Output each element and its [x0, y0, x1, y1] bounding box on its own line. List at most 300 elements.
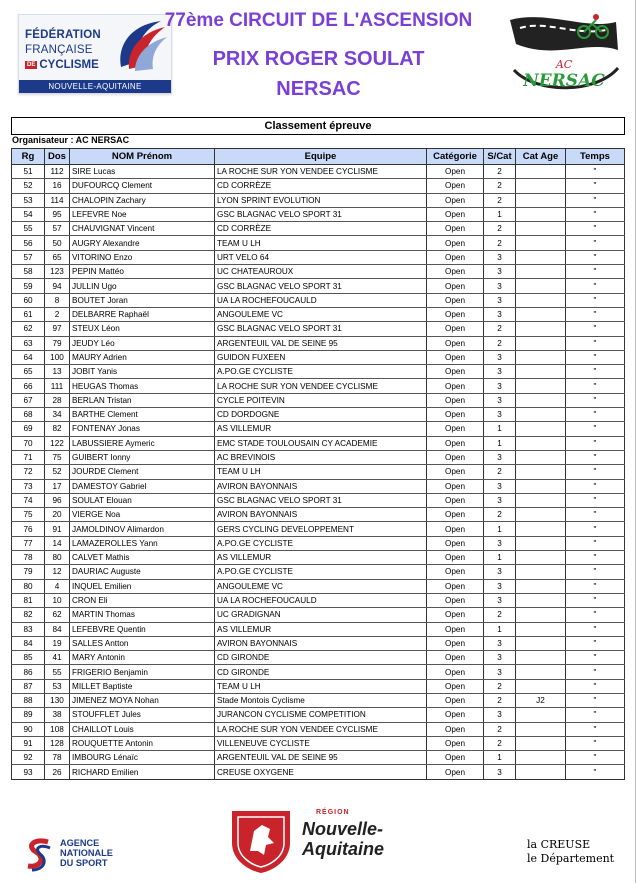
cell-scat: 2	[484, 679, 516, 693]
cell-scat: 3	[484, 479, 516, 493]
cell-dos: 57	[45, 222, 70, 236]
ans-line3: DU SPORT	[60, 858, 108, 868]
cell-nom: FRIGERIO Benjamin	[70, 665, 215, 679]
cell-scat: 3	[484, 493, 516, 507]
cell-equipe: AVIRON BAYONNAIS	[215, 479, 427, 493]
event-prize: PRIX ROGER SOULAT	[212, 48, 425, 70]
table-row	[12, 579, 625, 593]
cell-rg: 62	[12, 322, 45, 336]
cell-scat: 3	[484, 293, 516, 307]
ans-logo	[24, 836, 134, 872]
cell-scat: 1	[484, 422, 516, 436]
section-title: Classement épreuve	[11, 117, 625, 135]
ffc-de: DE	[27, 61, 36, 68]
cell-nom: DUFOURCQ Clement	[70, 179, 215, 193]
table-row	[12, 551, 625, 565]
cell-equipe: LA ROCHE SUR YON VENDEE CYCLISME	[215, 379, 427, 393]
cell-equipe: UC CHATEAUROUX	[215, 265, 427, 279]
cell-scat: 3	[484, 765, 516, 779]
cell-nom: BARTHE Clement	[70, 408, 215, 422]
cell-cat-age	[516, 622, 566, 636]
cell-scat: 3	[484, 565, 516, 579]
cell-cat-age	[516, 579, 566, 593]
cell-equipe: GSC BLAGNAC VELO SPORT 31	[215, 322, 427, 336]
cell-scat: 3	[484, 379, 516, 393]
table-row	[12, 322, 625, 336]
cell-equipe: ANGOULEME VC	[215, 579, 427, 593]
cell-dos: 28	[45, 393, 70, 407]
cell-cat-age	[516, 307, 566, 321]
cell-cat-age	[516, 293, 566, 307]
cell-cat-age	[516, 207, 566, 221]
cell-equipe: CD DORDOGNE	[215, 408, 427, 422]
cell-nom: STOUFFLET Jules	[70, 708, 215, 722]
cell-temps: "	[566, 422, 625, 436]
cell-dos: 19	[45, 636, 70, 650]
ans-line1: AGENCE	[60, 838, 100, 848]
cell-scat: 2	[484, 693, 516, 707]
cell-cat-age	[516, 408, 566, 422]
cell-equipe: AS VILLEMUR	[215, 551, 427, 565]
cell-rg: 78	[12, 551, 45, 565]
table-row	[12, 236, 625, 250]
cell-cat-age	[516, 222, 566, 236]
cell-scat: 3	[484, 265, 516, 279]
cell-equipe: CD CORRÈZE	[215, 222, 427, 236]
cell-nom: GUIBERT Ionny	[70, 450, 215, 464]
cell-scat: 2	[484, 236, 516, 250]
cell-cat-age	[516, 722, 566, 736]
table-row	[12, 222, 625, 236]
cell-dos: 84	[45, 622, 70, 636]
cell-nom: IMBOURG Lénaïc	[70, 751, 215, 765]
cell-rg: 69	[12, 422, 45, 436]
cell-temps: "	[566, 651, 625, 665]
cell-scat: 1	[484, 751, 516, 765]
table-row	[12, 422, 625, 436]
cell-temps: "	[566, 551, 625, 565]
cell-rg: 91	[12, 736, 45, 750]
cell-nom: SALLES Antton	[70, 636, 215, 650]
cell-temps: "	[566, 722, 625, 736]
cell-categorie: Open	[427, 751, 484, 765]
ans-text	[60, 838, 113, 868]
cell-nom: CHALOPIN Zachary	[70, 193, 215, 207]
cell-dos: 17	[45, 479, 70, 493]
cell-rg: 90	[12, 722, 45, 736]
cell-categorie: Open	[427, 708, 484, 722]
cell-rg: 81	[12, 593, 45, 607]
cell-equipe: CREUSE OXYGENE	[215, 765, 427, 779]
cell-temps: "	[566, 436, 625, 450]
cell-categorie: Open	[427, 350, 484, 364]
cell-scat: 3	[484, 579, 516, 593]
cell-dos: 13	[45, 365, 70, 379]
cell-rg: 80	[12, 579, 45, 593]
table-row	[12, 651, 625, 665]
table-row	[12, 636, 625, 650]
cell-rg: 87	[12, 679, 45, 693]
cell-rg: 79	[12, 565, 45, 579]
cell-temps: "	[566, 693, 625, 707]
cell-temps: "	[566, 279, 625, 293]
cell-nom: RICHARD Emilien	[70, 765, 215, 779]
cell-equipe: TEAM U LH	[215, 465, 427, 479]
cell-rg: 60	[12, 293, 45, 307]
cell-temps: "	[566, 293, 625, 307]
col-cat-age: Cat Age	[516, 149, 566, 165]
cell-equipe: VILLENEUVE CYCLISTE	[215, 736, 427, 750]
cell-equipe: AVIRON BAYONNAIS	[215, 508, 427, 522]
cell-scat: 3	[484, 593, 516, 607]
cell-temps: "	[566, 565, 625, 579]
cell-nom: LEFEVRE Noe	[70, 207, 215, 221]
cell-nom: MAURY Adrien	[70, 350, 215, 364]
cell-nom: JAMOLDINOV Alimardon	[70, 522, 215, 536]
cell-dos: 111	[45, 379, 70, 393]
table-row	[12, 307, 625, 321]
cell-categorie: Open	[427, 393, 484, 407]
cell-rg: 54	[12, 207, 45, 221]
table-row	[12, 250, 625, 264]
cell-equipe: AS VILLEMUR	[215, 422, 427, 436]
cell-dos: 2	[45, 307, 70, 321]
table-row	[12, 622, 625, 636]
cell-categorie: Open	[427, 693, 484, 707]
cell-equipe: CYCLE POITEVIN	[215, 393, 427, 407]
cell-rg: 53	[12, 193, 45, 207]
results-body	[12, 165, 625, 780]
cell-equipe: EMC STADE TOULOUSAIN CY ACADEMIE	[215, 436, 427, 450]
cell-rg: 84	[12, 636, 45, 650]
cell-rg: 86	[12, 665, 45, 679]
cell-categorie: Open	[427, 379, 484, 393]
cell-rg: 77	[12, 536, 45, 550]
cell-rg: 75	[12, 508, 45, 522]
cell-cat-age	[516, 336, 566, 350]
cell-scat: 3	[484, 450, 516, 464]
col-scat: S/Cat	[484, 149, 516, 165]
table-row	[12, 193, 625, 207]
table-row	[12, 179, 625, 193]
cell-scat: 3	[484, 365, 516, 379]
cell-categorie: Open	[427, 536, 484, 550]
event-location: NERSAC	[276, 78, 361, 100]
table-row	[12, 336, 625, 350]
cell-scat: 2	[484, 722, 516, 736]
cell-temps: "	[566, 765, 625, 779]
cell-dos: 52	[45, 465, 70, 479]
cell-categorie: Open	[427, 236, 484, 250]
cell-rg: 56	[12, 236, 45, 250]
table-row	[12, 751, 625, 765]
cell-equipe: URT VELO 64	[215, 250, 427, 264]
nouvelle-aquitaine-logo	[228, 807, 418, 875]
cell-cat-age	[516, 393, 566, 407]
cell-temps: "	[566, 393, 625, 407]
cell-scat: 1	[484, 622, 516, 636]
cell-categorie: Open	[427, 651, 484, 665]
cell-dos: 122	[45, 436, 70, 450]
cell-nom: LEFEBVRE Quentin	[70, 622, 215, 636]
col-temps: Temps	[566, 149, 625, 165]
cell-categorie: Open	[427, 679, 484, 693]
club-logo-name: NERSAC	[523, 71, 605, 91]
cell-temps: "	[566, 250, 625, 264]
cell-scat: 2	[484, 508, 516, 522]
cell-scat: 2	[484, 336, 516, 350]
cell-equipe: GUIDON FUXEEN	[215, 350, 427, 364]
table-row	[12, 293, 625, 307]
cell-scat: 1	[484, 551, 516, 565]
cell-scat: 1	[484, 522, 516, 536]
table-row	[12, 393, 625, 407]
cell-scat: 2	[484, 193, 516, 207]
cell-cat-age	[516, 479, 566, 493]
cell-temps: "	[566, 593, 625, 607]
ans-s-icon	[24, 836, 54, 872]
cell-equipe: GSC BLAGNAC VELO SPORT 31	[215, 279, 427, 293]
cell-temps: "	[566, 336, 625, 350]
cell-nom: FONTENAY Jonas	[70, 422, 215, 436]
table-row	[12, 679, 625, 693]
cell-scat: 3	[484, 665, 516, 679]
cell-categorie: Open	[427, 722, 484, 736]
cell-nom: JULLIN Ugo	[70, 279, 215, 293]
table-row	[12, 508, 625, 522]
cell-dos: 108	[45, 722, 70, 736]
table-row	[12, 765, 625, 779]
region-name-line1: Nouvelle-	[302, 819, 384, 839]
cell-equipe: CD CORRÈZE	[215, 179, 427, 193]
cell-categorie: Open	[427, 436, 484, 450]
cell-dos: 114	[45, 193, 70, 207]
cell-cat-age	[516, 765, 566, 779]
cell-cat-age	[516, 265, 566, 279]
cell-temps: "	[566, 408, 625, 422]
table-row	[12, 165, 625, 179]
cell-cat-age	[516, 522, 566, 536]
cell-cat-age	[516, 551, 566, 565]
cell-categorie: Open	[427, 479, 484, 493]
region-shield-icon	[228, 807, 294, 875]
cell-categorie: Open	[427, 736, 484, 750]
cell-categorie: Open	[427, 365, 484, 379]
cell-equipe: AS VILLEMUR	[215, 622, 427, 636]
col-dos: Dos	[45, 149, 70, 165]
cell-rg: 72	[12, 465, 45, 479]
cell-equipe: UC GRADIGNAN	[215, 608, 427, 622]
cell-equipe: GERS CYCLING DEVELOPPEMENT	[215, 522, 427, 536]
cell-cat-age	[516, 508, 566, 522]
cell-dos: 91	[45, 522, 70, 536]
cell-equipe: JURANCON CYCLISME COMPETITION	[215, 708, 427, 722]
cell-dos: 4	[45, 579, 70, 593]
cell-nom: PEPIN Mattéo	[70, 265, 215, 279]
cell-dos: 26	[45, 765, 70, 779]
table-row	[12, 408, 625, 422]
cell-categorie: Open	[427, 508, 484, 522]
cell-rg: 61	[12, 307, 45, 321]
club-logo-ac: AC	[555, 58, 573, 71]
cell-dos: 12	[45, 565, 70, 579]
region-name	[302, 819, 384, 859]
cell-scat: 3	[484, 350, 516, 364]
cell-nom: BOUTET Joran	[70, 293, 215, 307]
cell-categorie: Open	[427, 551, 484, 565]
cell-temps: "	[566, 522, 625, 536]
cell-rg: 82	[12, 608, 45, 622]
table-row	[12, 736, 625, 750]
cell-rg: 63	[12, 336, 45, 350]
cell-scat: 3	[484, 279, 516, 293]
cell-cat-age	[516, 165, 566, 179]
table-header-row	[12, 149, 625, 165]
cell-categorie: Open	[427, 493, 484, 507]
cell-cat-age: J2	[516, 693, 566, 707]
cell-rg: 65	[12, 365, 45, 379]
cell-nom: LAMAZEROLLES Yann	[70, 536, 215, 550]
table-row	[12, 608, 625, 622]
cell-categorie: Open	[427, 522, 484, 536]
cell-categorie: Open	[427, 336, 484, 350]
cell-temps: "	[566, 165, 625, 179]
table-row	[12, 522, 625, 536]
cell-cat-age	[516, 193, 566, 207]
cell-temps: "	[566, 622, 625, 636]
cell-categorie: Open	[427, 279, 484, 293]
cell-temps: "	[566, 379, 625, 393]
cell-nom: MILLET Baptiste	[70, 679, 215, 693]
cell-nom: CHAILLOT Louis	[70, 722, 215, 736]
cell-dos: 78	[45, 751, 70, 765]
cell-temps: "	[566, 751, 625, 765]
event-title: 77ème CIRCUIT DE L'ASCENSION	[164, 10, 473, 31]
cell-categorie: Open	[427, 579, 484, 593]
cell-temps: "	[566, 193, 625, 207]
table-row	[12, 279, 625, 293]
cell-temps: "	[566, 307, 625, 321]
cell-equipe: CD GIRONDE	[215, 651, 427, 665]
cell-cat-age	[516, 379, 566, 393]
cell-nom: DELBARRE Raphaël	[70, 307, 215, 321]
cell-cat-age	[516, 665, 566, 679]
cell-cat-age	[516, 565, 566, 579]
cell-cat-age	[516, 322, 566, 336]
cell-categorie: Open	[427, 265, 484, 279]
cell-dos: 96	[45, 493, 70, 507]
cell-dos: 62	[45, 608, 70, 622]
cell-cat-age	[516, 736, 566, 750]
cell-rg: 58	[12, 265, 45, 279]
cell-cat-age	[516, 593, 566, 607]
cell-scat: 2	[484, 179, 516, 193]
cell-temps: "	[566, 365, 625, 379]
cell-equipe: TEAM U LH	[215, 236, 427, 250]
cell-temps: "	[566, 608, 625, 622]
cell-cat-age	[516, 636, 566, 650]
cell-temps: "	[566, 450, 625, 464]
cell-rg: 85	[12, 651, 45, 665]
cell-rg: 64	[12, 350, 45, 364]
cell-nom: BERLAN Tristan	[70, 393, 215, 407]
cell-rg: 68	[12, 408, 45, 422]
cell-rg: 59	[12, 279, 45, 293]
cell-categorie: Open	[427, 422, 484, 436]
cell-cat-age	[516, 608, 566, 622]
cell-dos: 79	[45, 336, 70, 350]
ffc-line1: FÉDÉRATION	[25, 29, 101, 41]
cell-nom: CALVET Mathis	[70, 551, 215, 565]
cell-equipe: A.PO.GE CYCLISTE	[215, 565, 427, 579]
cell-temps: "	[566, 736, 625, 750]
cell-categorie: Open	[427, 622, 484, 636]
cell-equipe: LYON SPRINT EVOLUTION	[215, 193, 427, 207]
table-row	[12, 350, 625, 364]
table-row	[12, 708, 625, 722]
cell-cat-age	[516, 279, 566, 293]
cell-temps: "	[566, 508, 625, 522]
col-equipe: Equipe	[215, 149, 427, 165]
ans-line2: NATIONALE	[60, 848, 113, 858]
cell-categorie: Open	[427, 408, 484, 422]
cell-nom: STEUX Léon	[70, 322, 215, 336]
cell-rg: 73	[12, 479, 45, 493]
cell-temps: "	[566, 236, 625, 250]
cell-scat: 1	[484, 207, 516, 221]
creuse-logo	[527, 838, 622, 870]
cell-dos: 14	[45, 536, 70, 550]
table-row	[12, 450, 625, 464]
cell-equipe: UA LA ROCHEFOUCAULD	[215, 293, 427, 307]
cell-scat: 3	[484, 408, 516, 422]
table-row	[12, 565, 625, 579]
cell-dos: 34	[45, 408, 70, 422]
cell-nom: SIRE Lucas	[70, 165, 215, 179]
cell-dos: 53	[45, 679, 70, 693]
cell-rg: 57	[12, 250, 45, 264]
cell-dos: 94	[45, 279, 70, 293]
table-row	[12, 465, 625, 479]
cell-equipe: Stade Montois Cyclisme	[215, 693, 427, 707]
cell-temps: "	[566, 465, 625, 479]
cell-nom: CHAUVIGNAT Vincent	[70, 222, 215, 236]
cell-scat: 3	[484, 636, 516, 650]
table-row	[12, 665, 625, 679]
table-row	[12, 493, 625, 507]
creuse-line2: le Département	[527, 852, 615, 865]
cell-equipe: AVIRON BAYONNAIS	[215, 636, 427, 650]
cell-nom: CRON Eli	[70, 593, 215, 607]
cell-categorie: Open	[427, 608, 484, 622]
table-row	[12, 593, 625, 607]
cell-nom: MARTIN Thomas	[70, 608, 215, 622]
cell-equipe: A.PO.GE CYCLISTE	[215, 365, 427, 379]
cell-equipe: GSC BLAGNAC VELO SPORT 31	[215, 493, 427, 507]
results-table	[11, 148, 625, 780]
cell-cat-age	[516, 679, 566, 693]
cell-scat: 2	[484, 322, 516, 336]
table-row	[12, 207, 625, 221]
cell-dos: 128	[45, 736, 70, 750]
cell-dos: 8	[45, 293, 70, 307]
cell-categorie: Open	[427, 565, 484, 579]
cell-equipe: ARGENTEUIL VAL DE SEINE 95	[215, 336, 427, 350]
cell-scat: 3	[484, 393, 516, 407]
cell-nom: VIERGE Noa	[70, 508, 215, 522]
cell-temps: "	[566, 579, 625, 593]
cell-categorie: Open	[427, 465, 484, 479]
